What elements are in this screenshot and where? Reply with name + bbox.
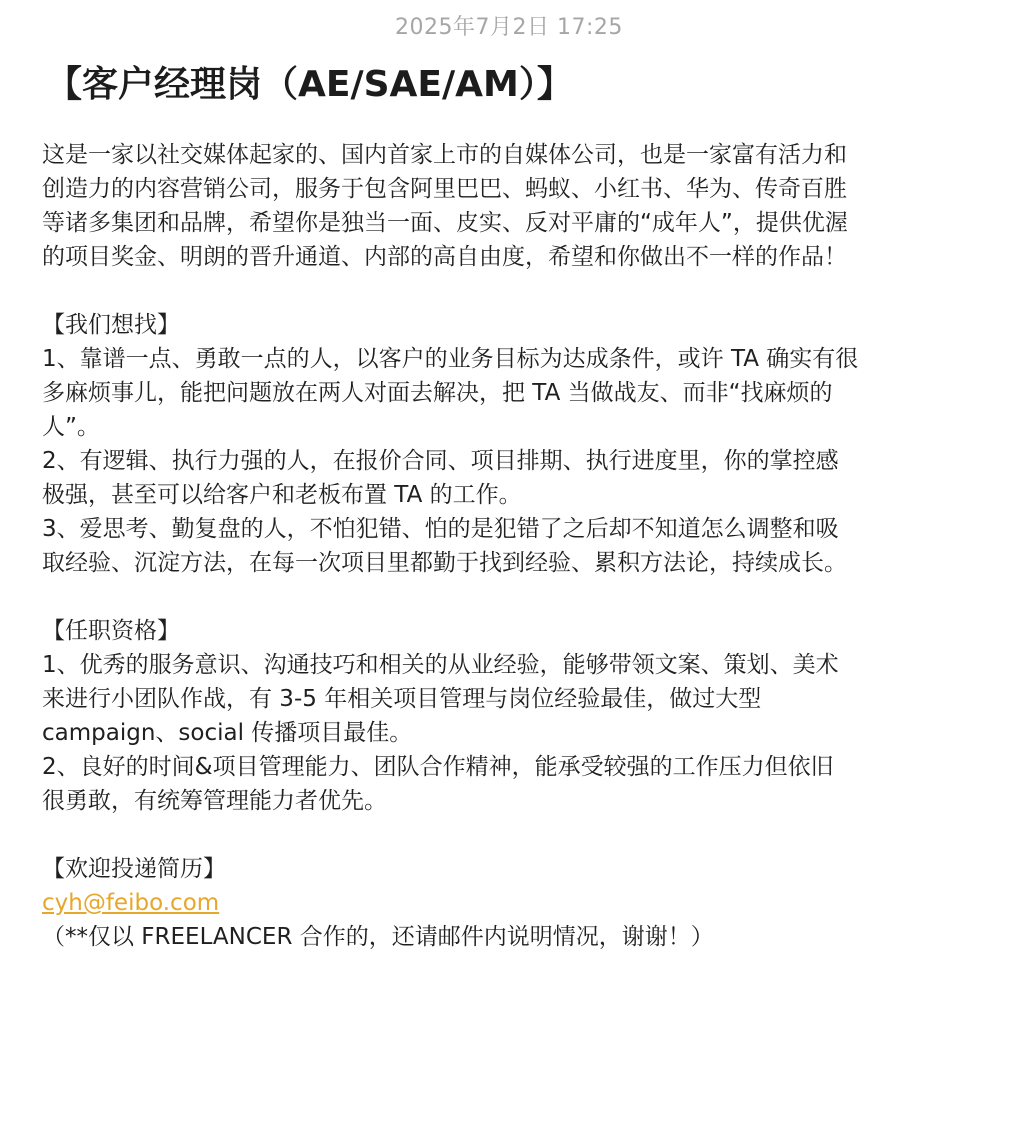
email-link[interactable]: cyh@feibo.com — [42, 890, 220, 916]
intro-line: 的项目奖金、明朗的晋升通道、内部的高自由度，希望和你做出不一样的作品！ — [42, 244, 847, 270]
looking-for-line: 人”。 — [42, 414, 100, 440]
apply-note: （**仅以 FREELANCER 合作的，还请邮件内说明情况，谢谢！） — [42, 924, 714, 950]
looking-for-line: 极强，甚至可以给客户和老板布置 TA 的工作。 — [42, 482, 522, 508]
section-heading-looking-for: 【我们想找】 — [42, 312, 180, 338]
qualification-line: 来进行小团队作战，有 3-5 年相关项目管理与岗位经验最佳，做过大型 — [42, 686, 762, 712]
qualification-line: 2、良好的时间&项目管理能力、团队合作精神，能承受较强的工作压力但依旧 — [42, 754, 834, 780]
intro-paragraph — [42, 138, 982, 274]
intro-line: 这是一家以社交媒体起家的、国内首家上市的自媒体公司，也是一家富有活力和 — [42, 142, 847, 168]
looking-for-line: 3、爱思考、勤复盘的人，不怕犯错、怕的是犯错了之后却不知道怎么调整和吸 — [42, 516, 839, 542]
section-heading-apply: 【欢迎投递简历】 — [42, 856, 226, 882]
looking-for-line: 2、有逻辑、执行力强的人，在报价合同、项目排期、执行进度里，你的掌控感 — [42, 448, 839, 474]
paragraph-spacer — [42, 580, 982, 614]
qualification-line: campaign、social 传播项目最佳。 — [42, 720, 413, 746]
looking-for-line: 1、靠谱一点、勇敢一点的人，以客户的业务目标为达成条件，或许 TA 确实有很 — [42, 346, 859, 372]
note-body[interactable] — [42, 138, 982, 954]
looking-for-section — [42, 308, 982, 580]
section-heading-qualifications: 【任职资格】 — [42, 618, 180, 644]
paragraph-spacer — [42, 274, 982, 308]
apply-section — [42, 852, 982, 954]
intro-line: 等诸多集团和品牌，希望你是独当一面、皮实、反对平庸的“成年人”，提供优渥 — [42, 210, 848, 236]
qualification-line: 很勇敢，有统筹管理能力者优先。 — [42, 788, 387, 814]
intro-line: 创造力的内容营销公司，服务于包含阿里巴巴、蚂蚁、小红书、华为、传奇百胜 — [42, 176, 847, 202]
note-timestamp: 2025年7月2日 17:25 — [395, 15, 623, 40]
looking-for-line: 取经验、沉淀方法，在每一次项目里都勤于找到经验、累积方法论，持续成长。 — [42, 550, 847, 576]
note-title[interactable]: 【客户经理岗（AE/SAE/AM）】 — [46, 64, 573, 105]
qualifications-section — [42, 614, 982, 818]
paragraph-spacer — [42, 818, 982, 852]
looking-for-line: 多麻烦事儿，能把问题放在两人对面去解决，把 TA 当做战友、而非“找麻烦的 — [42, 380, 833, 406]
qualification-line: 1、优秀的服务意识、沟通技巧和相关的从业经验，能够带领文案、策划、美术 — [42, 652, 839, 678]
